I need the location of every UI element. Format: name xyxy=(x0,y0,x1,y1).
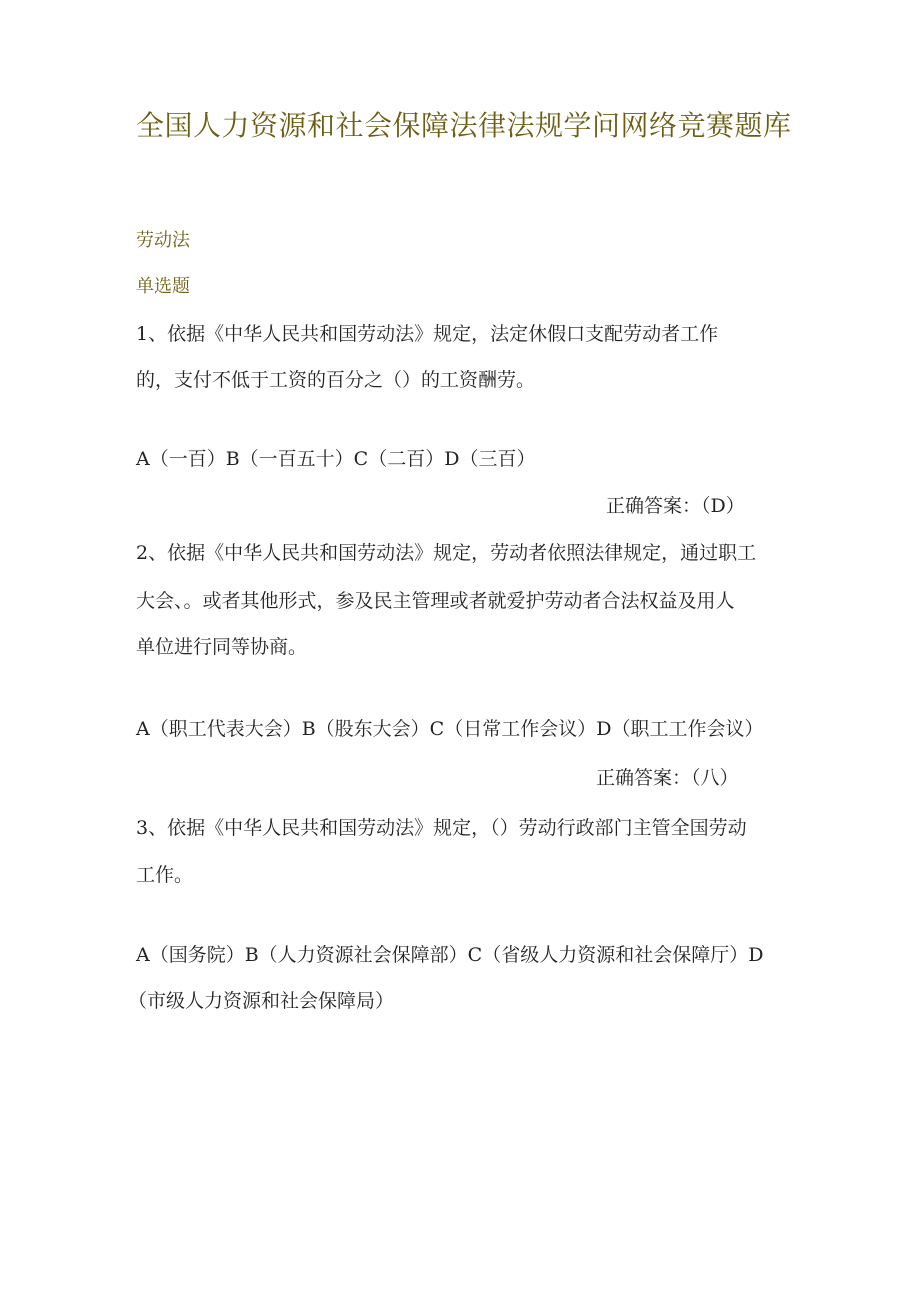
question-3-options-line-1: A（国务院）B（人力资源社会保障部）C（省级人力资源和社会保障厅）D xyxy=(136,944,764,966)
section-heading: 劳动法 xyxy=(136,230,190,251)
question-1-line-2: 的，支付不低于工资的百分之（）的工资酬劳。 xyxy=(136,369,536,391)
document-title: 全国人力资源和社会保障法律法规学问网络竞赛题库 xyxy=(136,109,792,142)
question-type-heading: 单选题 xyxy=(136,276,190,297)
question-1-line-1: 1、依据《中华人民共和国劳动法》规定，法定休假口支配劳动者工作 xyxy=(136,323,719,345)
question-2-answer: 正确答案：（八） xyxy=(596,767,739,789)
question-1-options: A（一百）B（一百五十）C（二百）D（三百） xyxy=(136,448,536,470)
question-2-line-3: 单位进行同等协商。 xyxy=(136,636,308,658)
question-2-line-1: 2、依据《中华人民共和国劳动法》规定，劳动者依照法律规定，通过职工 xyxy=(136,542,757,564)
question-2-options: A（职工代表大会）B（股东大会）C（日常工作会议）D（职工工作会议） xyxy=(136,718,764,740)
question-3-line-1: 3、依据《中华人民共和国劳动法》规定，（）劳动行政部门主管全国劳动 xyxy=(136,817,747,839)
question-3-options-line-2: （市级人力资源和社会保障局） xyxy=(128,990,395,1012)
question-3-line-2: 工作。 xyxy=(136,864,194,886)
question-1-answer: 正确答案：（D） xyxy=(606,495,745,517)
question-2-line-2: 大会、。或者其他形式，参及民主管理或者就爱护劳动者合法权益及用人 xyxy=(136,590,735,612)
